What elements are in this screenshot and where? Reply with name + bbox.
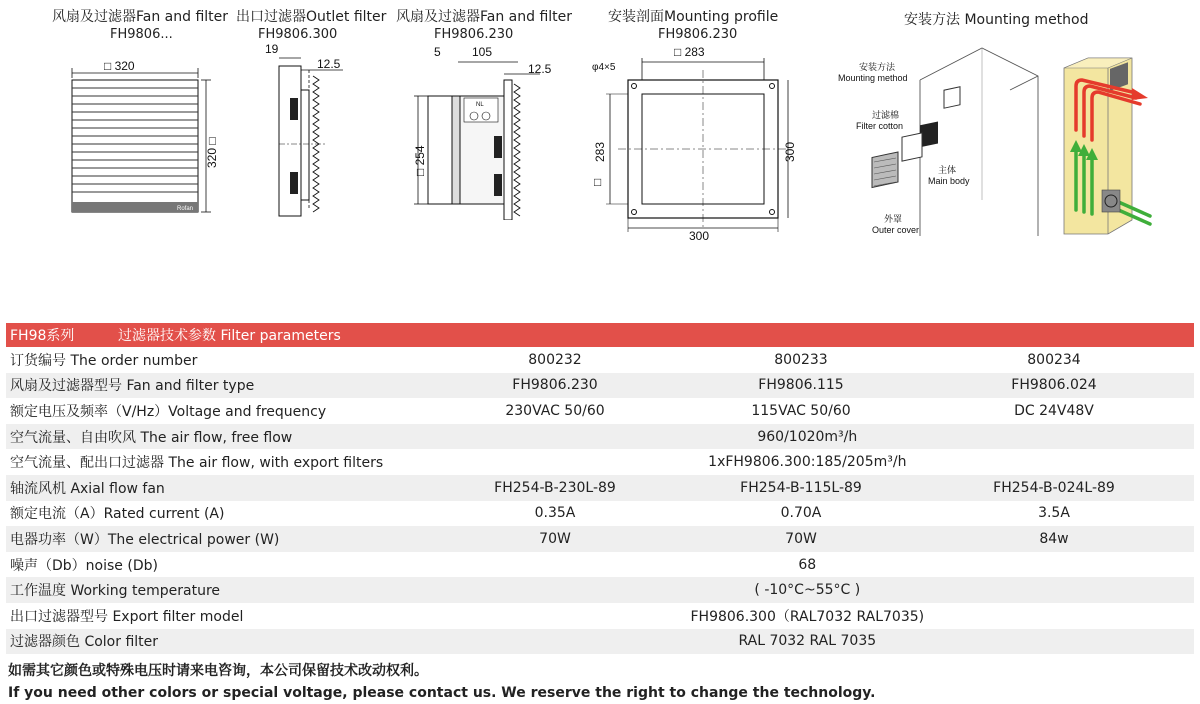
fan-filter-drawing bbox=[60, 50, 230, 220]
label-body-cn: 主体 bbox=[938, 165, 957, 175]
table-row bbox=[6, 552, 1194, 578]
row-value-1: 230VAC 50/60 bbox=[505, 402, 605, 419]
row-value-3: 800234 bbox=[1027, 351, 1081, 368]
row-value-merged: 1xFH9806.300:185/205m³/h bbox=[708, 454, 907, 471]
row-label: 风扇及过滤器型号 Fan and filter type bbox=[10, 378, 255, 395]
dim-width: □ 320 bbox=[104, 59, 135, 73]
row-label: 订货编号 The order number bbox=[10, 352, 198, 369]
row-label: 出口过滤器型号 Export filter model bbox=[10, 608, 244, 625]
label-cotton-en: Filter cotton bbox=[856, 121, 904, 131]
dim-bottom: 300 bbox=[689, 229, 710, 243]
table-row bbox=[6, 449, 1194, 475]
mounting-profile-drawing bbox=[588, 40, 808, 245]
figure-model: FH9806.230 bbox=[658, 27, 738, 42]
table-header bbox=[6, 323, 1194, 347]
label-method-cn: 安装方法 bbox=[859, 62, 896, 72]
mounting-method-drawing bbox=[832, 40, 1172, 240]
dim-a: 5 bbox=[434, 45, 441, 59]
row-value-merged: FH9806.300（RAL7032 RAL7035) bbox=[690, 608, 925, 625]
dim-right: 300 bbox=[783, 141, 797, 162]
table-row bbox=[6, 373, 1194, 399]
row-value-2: 70W bbox=[785, 530, 817, 547]
row-value-2: 115VAC 50/60 bbox=[751, 402, 851, 419]
table-body bbox=[6, 347, 1194, 654]
figure-title: 风扇及过滤器Fan and filter bbox=[396, 9, 573, 25]
dim-top: □ 283 bbox=[674, 45, 705, 59]
note-cn: 如需其它颜色或特殊电压时请来电咨询，本公司保留技术改动权利。 bbox=[8, 663, 428, 679]
table-title: 过滤器技术参数 Filter parameters bbox=[118, 328, 341, 344]
fan-filter-section-drawing bbox=[400, 40, 560, 220]
table-row bbox=[6, 424, 1194, 450]
row-value-3: FH9806.024 bbox=[1011, 377, 1097, 394]
label-body-en: Main body bbox=[928, 176, 970, 186]
row-label: 电器功率（W）The electrical power (W) bbox=[10, 531, 280, 548]
row-value-1: 0.35A bbox=[534, 505, 576, 522]
dim-height: □ 254 bbox=[413, 145, 427, 176]
table-row bbox=[6, 501, 1194, 527]
row-value-1: FH254-B-230L-89 bbox=[494, 479, 616, 496]
figure-model: FH9806.300 bbox=[258, 27, 338, 42]
row-value-1: 800232 bbox=[528, 351, 582, 368]
filter-parameters-table bbox=[6, 323, 1194, 654]
label-cotton-cn: 过滤棉 bbox=[872, 110, 900, 120]
row-label: 工作温度 Working temperature bbox=[10, 583, 220, 600]
dim-left: 283 bbox=[593, 141, 607, 162]
label-cover-cn: 外罩 bbox=[884, 214, 903, 224]
row-value-3: DC 24V48V bbox=[1014, 402, 1094, 419]
row-label: 额定电压及频率（V/Hz）Voltage and frequency bbox=[10, 403, 327, 420]
figure-model: FH9806.230 bbox=[434, 27, 514, 42]
table-series: FH98系列 bbox=[10, 328, 75, 344]
figure-title: 出口过滤器Outlet filter bbox=[236, 9, 387, 25]
table-row bbox=[6, 603, 1194, 629]
dim-a: 19 bbox=[265, 42, 279, 56]
outlet-filter-drawing bbox=[255, 40, 355, 220]
row-value-3: 84w bbox=[1039, 530, 1069, 547]
row-label: 轴流风机 Axial flow fan bbox=[10, 480, 165, 497]
figure-title: 风扇及过滤器Fan and filter bbox=[52, 9, 229, 25]
row-value-3: FH254-B-024L-89 bbox=[993, 479, 1115, 496]
dim-b: 12.5 bbox=[317, 57, 341, 71]
row-value-3: 3.5A bbox=[1038, 505, 1070, 522]
row-value-2: 0.70A bbox=[780, 505, 822, 522]
row-value-2: 800233 bbox=[774, 351, 828, 368]
table-row bbox=[6, 526, 1194, 552]
row-value-1: FH9806.230 bbox=[512, 377, 598, 394]
row-label: 空气流量、自由吹风 The air flow, free flow bbox=[10, 429, 293, 446]
dim-c: 12.5 bbox=[528, 62, 552, 76]
figure-title: 安装剖面Mounting profile bbox=[608, 9, 779, 25]
row-label: 额定电流（A）Rated current (A) bbox=[10, 506, 225, 523]
figure-model: FH9806... bbox=[110, 27, 173, 42]
row-label: 过滤器颜色 Color filter bbox=[10, 634, 159, 651]
dim-b: 105 bbox=[472, 45, 493, 59]
row-value-merged: RAL 7032 RAL 7035 bbox=[738, 633, 877, 650]
row-value-merged: 68 bbox=[798, 556, 817, 573]
row-label: 噪声（Db）noise (Db) bbox=[10, 557, 158, 574]
row-label: 空气流量、配出口过滤器 The air flow, with export filters bbox=[10, 455, 384, 472]
label-cover-en: Outer cover bbox=[872, 225, 920, 235]
table-row bbox=[6, 629, 1194, 655]
row-value-merged: 960/1020m³/h bbox=[757, 428, 858, 445]
dim-left-square: □ bbox=[594, 175, 602, 189]
row-value-1: 70W bbox=[539, 530, 571, 547]
note-en: If you need other colors or special voltage, please contact us. We reserve the right to change the technology. bbox=[8, 685, 876, 701]
dim-height: 320 □ bbox=[205, 137, 219, 168]
figure-title: 安装方法 Mounting method bbox=[904, 12, 1089, 28]
row-value-2: FH9806.115 bbox=[758, 377, 844, 394]
brand-label: Rofan bbox=[177, 206, 194, 212]
table-row bbox=[6, 347, 1194, 373]
table-row bbox=[6, 475, 1194, 501]
row-value-2: FH254-B-115L-89 bbox=[740, 479, 862, 496]
nl-label: NL bbox=[476, 102, 484, 108]
footnotes bbox=[8, 660, 875, 704]
dim-hole: φ4×5 bbox=[592, 62, 616, 73]
table-row bbox=[6, 398, 1194, 424]
row-value-merged: ( -10°C~55°C ) bbox=[754, 582, 861, 599]
label-method-en: Mounting method bbox=[838, 73, 908, 83]
table-row bbox=[6, 577, 1194, 603]
